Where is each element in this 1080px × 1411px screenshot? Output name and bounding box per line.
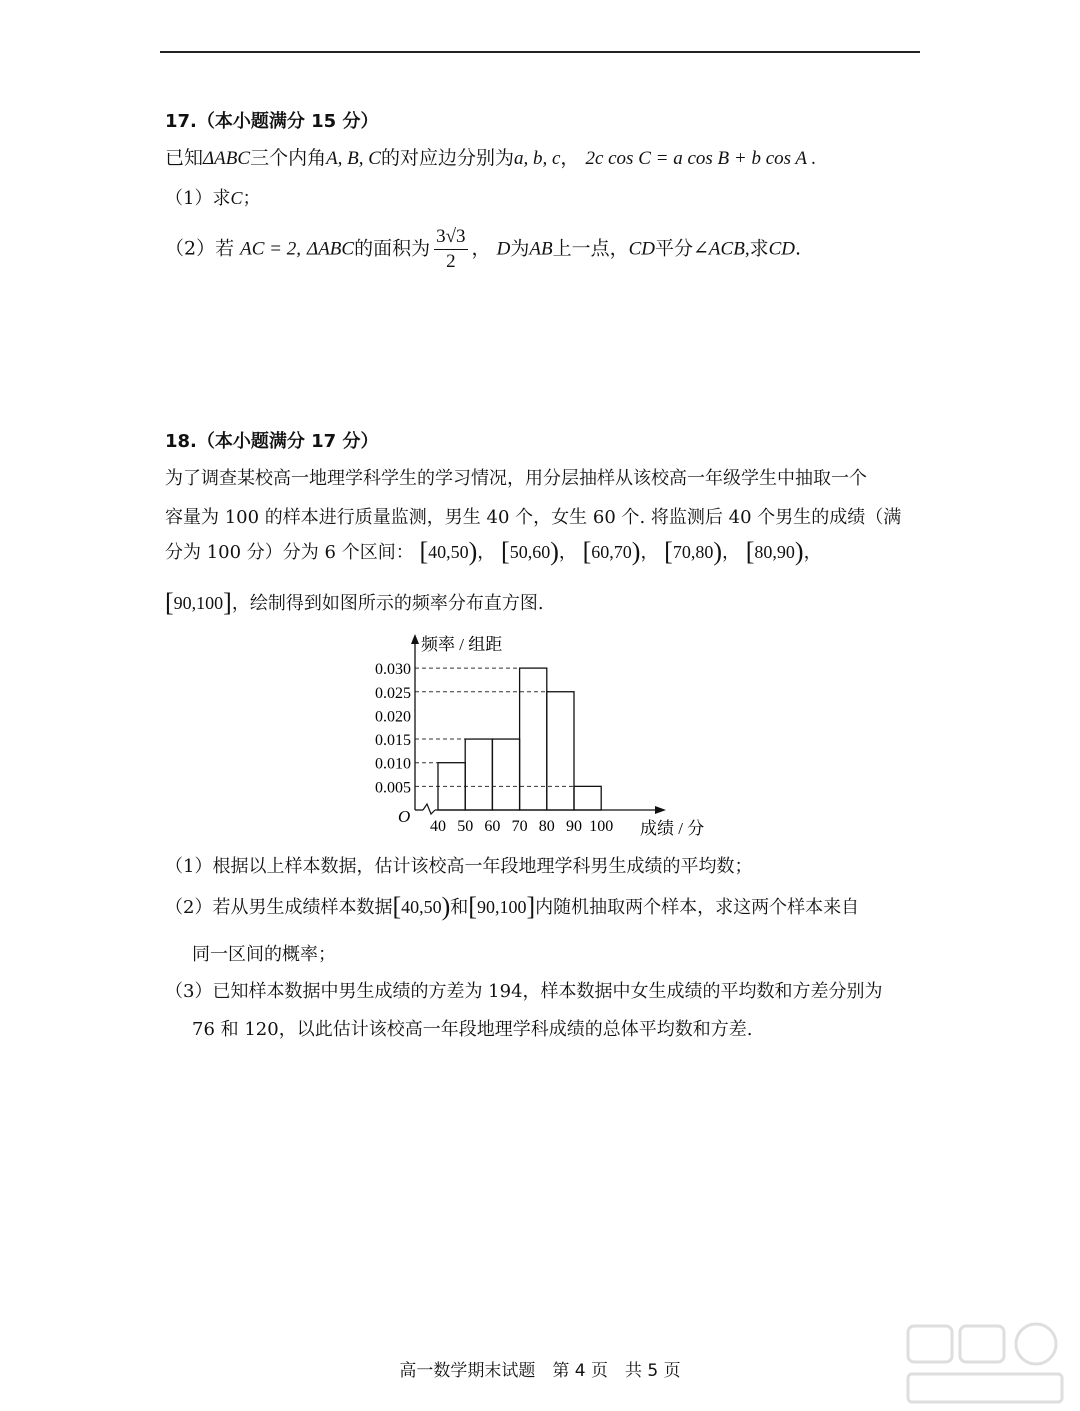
page-footer: 高一数学期末试题 第 4 页 共 5 页 [399,1361,681,1381]
q17-part1 [165,184,260,210]
interval-2: [50,60) [501,537,559,566]
y-tick-label-2: 0.010 [375,755,411,773]
q17-part1-end: ； [242,188,261,209]
x-tick-label-1: 40 [430,818,446,835]
q18-part2 [165,892,859,922]
x-axis-arrow [655,806,666,814]
q18-header: 18.（本小题满分 17 分） [165,431,379,452]
q17-part2-t4: 上一点， [552,237,629,260]
interval-5: [80,90) [745,537,804,566]
q17-part2-cd: CD [628,238,655,260]
q18-line1: 为了调查某校高一地理学科学生的学习情况，用分层抽样从该校高一年级学生中抽取一个 [165,468,867,489]
q18-part2-pre: （2）若从男生成绩样本数据 [165,897,393,918]
q18-line4-post: ，绘制得到如图所示的频率分布直方图. [231,593,544,614]
q17-part2-t2: ， [471,237,491,260]
x-tick-label-7: 100 [589,818,614,835]
x-tick-label-5: 80 [538,818,555,835]
y-tick-label-4: 0.020 [375,708,411,726]
q17-part1-var: C [230,188,243,208]
q17-part2-t3: 为 [510,237,530,260]
q17-part2-end: . [795,237,802,260]
histogram-bar-6 [574,786,601,810]
x-tick-label-6: 90 [566,818,582,835]
top-rule [160,51,920,53]
q17-stem-pre: 已知 [165,147,204,169]
q18-part3-line1: （3）已知样本数据中男生成绩的方差为 194，样本数据中女生成绩的平均数和方差分别为 [165,981,883,1002]
histogram-bar-4 [520,668,547,810]
q17-part1-label: （1）求 [165,188,231,209]
x-tick-label-3: 60 [484,818,501,835]
q18-line2: 容量为 100 的样本进行质量监测，男生 40 个，女生 60 个. 将监测后 40 个男生的成绩（满 [165,507,902,528]
x-tick-label-2: 50 [457,818,474,835]
area-denominator: 2 [446,250,456,272]
y-tick-label-1: 0.005 [375,779,411,797]
origin-label: O [398,807,411,826]
q18-part2-post: 内随机抽取两个样本，求这两个样本来自 [535,897,860,918]
q17-stem-angles: A, B, C [326,148,381,169]
y-tick-label-5: 0.025 [375,684,411,702]
q18-line4 [165,588,544,618]
area-fraction [434,225,467,274]
interval-6: [90,100] [165,588,232,617]
q18-part1: （1）根据以上样本数据，估计该校高一年段地理学科男生成绩的平均数； [165,856,753,877]
x-axis-label: 成绩 / 分 [640,819,705,838]
y-axis-label: 频率 / 组距 [421,635,503,654]
q17-stem-tri: ΔABC [203,148,251,169]
x-tick-label-4: 70 [511,818,528,835]
q18-part3-line2: 76 和 120，以此估计该校高一年段地理学科成绩的总体平均数和方差. [192,1019,753,1040]
q17-part2-cd2: CD [768,238,795,260]
interval-4: [70,80) [664,537,723,566]
q18-part2-line2: 同一区间的概率； [192,944,336,965]
q17-stem [165,143,816,170]
q18-line3-pre: 分为 100 分）分为 6 个区间： [165,542,414,563]
watermark-logo [900,1318,1070,1408]
q17-stem-t1: 三个内角 [250,147,327,169]
histogram-bar-3 [492,739,519,810]
q17-part2-cond: AC = 2, [240,238,301,260]
y-axis-arrow [411,634,419,644]
y-tick-label-6: 0.030 [375,661,411,679]
q17-part2-t6: 求 [749,237,769,260]
q17-part2-tri: ΔABC [307,238,355,260]
q17-part2-label: （2）若 [165,237,235,260]
q17-part2 [165,225,801,274]
q17-stem-t2: 的对应边分别为 [380,147,514,169]
q18-part2-mid: 和 [450,897,469,918]
q17-part2-d: D [496,238,511,260]
q17-part2-angle: ∠ACB, [693,238,750,260]
q18-line3: 分为 100 分）分为 6 个区间： [40,50)， [50,60)， [60,70)， [70,80)， [80,90)， [165,537,822,566]
part2-interval-2: [90,100] [468,892,536,921]
histogram-bar-2 [465,739,492,810]
q17-stem-t3: ， [560,147,580,169]
area-numerator: 3√3 [434,225,467,250]
q17-part2-t5: 平分 [655,237,694,260]
interval-1: [40,50) [419,537,478,566]
interval-3: [60,70) [582,537,641,566]
q17-stem-eq: 2c cos C = a cos B + b cos A . [585,148,817,169]
q17-part2-t1: 的面积为 [354,237,431,260]
frequency-histogram [355,628,725,843]
part2-interval-1: [40,50) [392,892,451,921]
histogram-bar-5 [547,692,574,810]
q17-part2-ab: AB [529,238,553,260]
y-tick-label-3: 0.015 [375,732,411,750]
axis-break [423,804,435,814]
q17-header: 17.（本小题满分 15 分） [165,111,379,132]
q17-stem-sides: a, b, c [513,148,561,169]
